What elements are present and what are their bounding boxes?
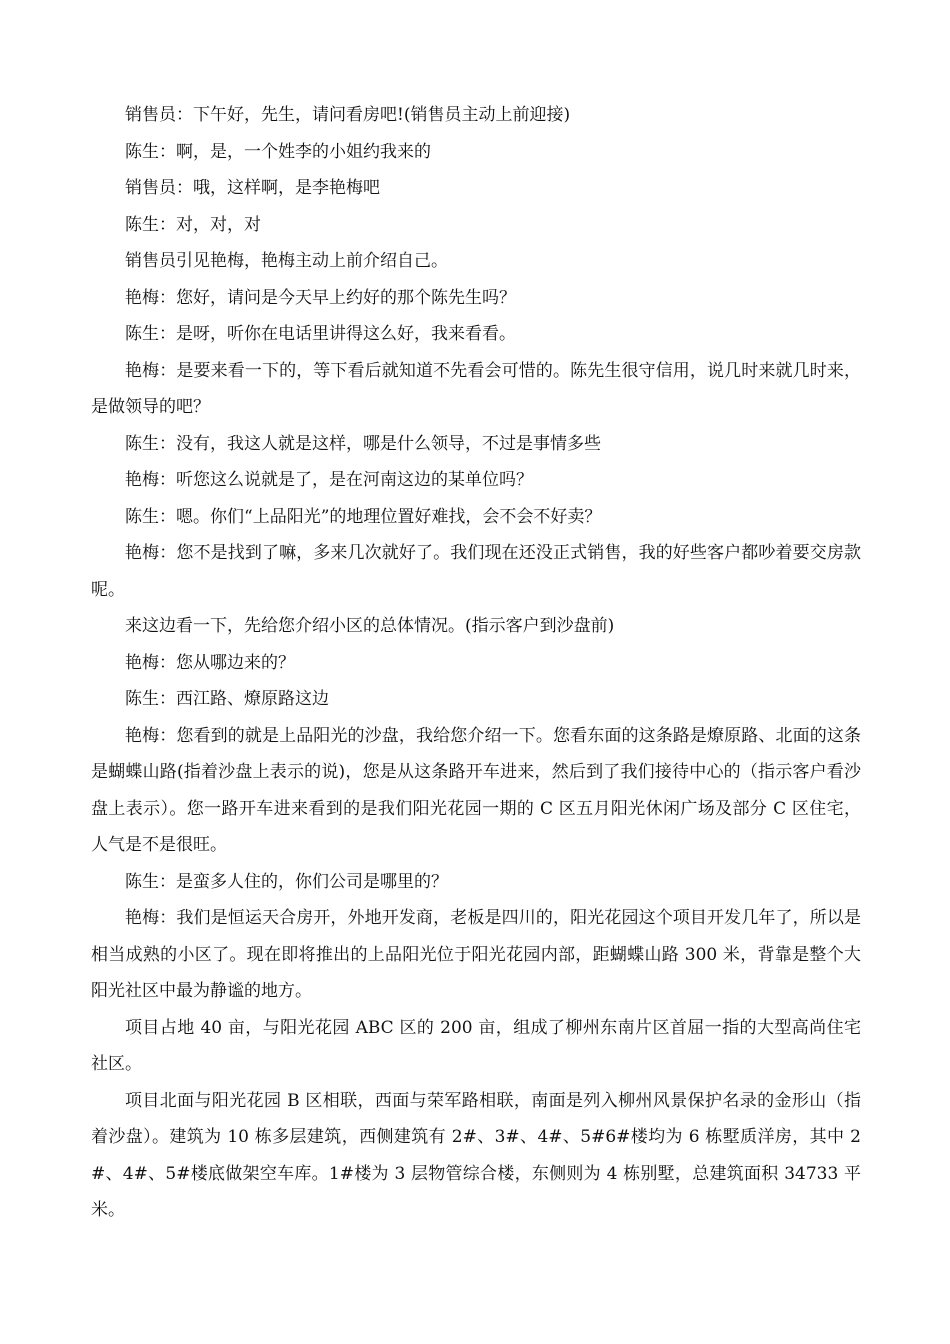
paragraph-18: 艳梅：我们是恒运天合房开，外地开发商，老板是四川的，阳光花园这个项目开发几年了，所以是相当成熟的小区了。现在即将推出的上品阳光位于阳光花园内部，距蝴蝶山路 300 米，背靠是整个大阳光社区中最为静谧的地方。 (91, 908, 861, 1001)
paragraph-1: 销售员：下午好，先生，请问看房吧!(销售员主动上前迎接) (125, 105, 571, 125)
paragraph-6: 艳梅：您好，请问是今天早上约好的那个陈先生吗？ (125, 287, 516, 308)
paragraph-5: 销售员引见艳梅，艳梅主动上前介绍自己。 (125, 251, 448, 271)
paragraph-20: 项目北面与阳光花园 B 区相联，西面与荣军路相联，南面是列入柳州风景保护名录的金形山（指着沙盘）。建筑为 10 栋多层建筑，西侧建筑有 2#、3#、4#、5#6#楼均为 6 栋墅质洋房，其中 2#、4#、5#楼底做架空车库。1#楼为 3 层物管综合楼，东侧则为 4 栋别墅，总建筑面积 34733 平米。 (91, 1090, 861, 1220)
paragraph-15: 陈生：西江路、燎原路这边 (125, 689, 329, 709)
paragraph-16: 艳梅：您看到的就是上品阳光的沙盘，我给您介绍一下。您看东面的这条路是燎原路、北面的这条是蝴蝶山路(指着沙盘上表示的说)，您是从这条路开车进来，然后到了我们接待中心的（指示客户看沙盘上表示）。您一路开车进来看到的是我们阳光花园一期的 C 区五月阳光休闲广场及部分 C 区住宅，人气是不是很旺。 (91, 725, 861, 855)
paragraph-14: 艳梅：您从哪边来的？ (125, 652, 295, 673)
paragraph-12: 艳梅：您不是找到了嘛，多来几次就好了。我们现在还没正式销售，我的好些客户都吵着要交房款呢。 (91, 543, 861, 600)
paragraph-2: 陈生：啊，是，一个姓李的小姐约我来的 (125, 141, 431, 162)
paragraph-10: 艳梅：听您这么说就是了，是在河南这边的某单位吗？ (125, 470, 533, 490)
paragraph-19: 项目占地 40 亩，与阳光花园 ABC 区的 200 亩，组成了柳州东南片区首屈一指的大型高尚住宅社区。 (91, 1017, 861, 1074)
paragraph-9: 陈生：没有，我这人就是这样，哪是什么领导，不过是事情多些 (125, 433, 601, 454)
document-body (91, 97, 861, 1229)
paragraph-13: 来这边看一下，先给您介绍小区的总体情况。(指示客户到沙盘前) (125, 616, 615, 636)
paragraph-8: 艳梅：是要来看一下的，等下看后就知道不先看会可惜的。陈先生很守信用，说几时来就几时来，是做领导的吧？ (91, 360, 861, 417)
paragraph-4: 陈生：对，对，对 (125, 214, 261, 235)
paragraph-17: 陈生：是蛮多人住的，你们公司是哪里的？ (125, 871, 448, 892)
paragraph-11: 陈生：嗯。你们“上品阳光”的地理位置好难找，会不会不好卖？ (125, 506, 602, 527)
paragraph-7: 陈生：是呀，听你在电话里讲得这么好，我来看看。 (125, 324, 516, 344)
paragraph-3: 销售员：哦，这样啊，是李艳梅吧 (125, 178, 380, 198)
